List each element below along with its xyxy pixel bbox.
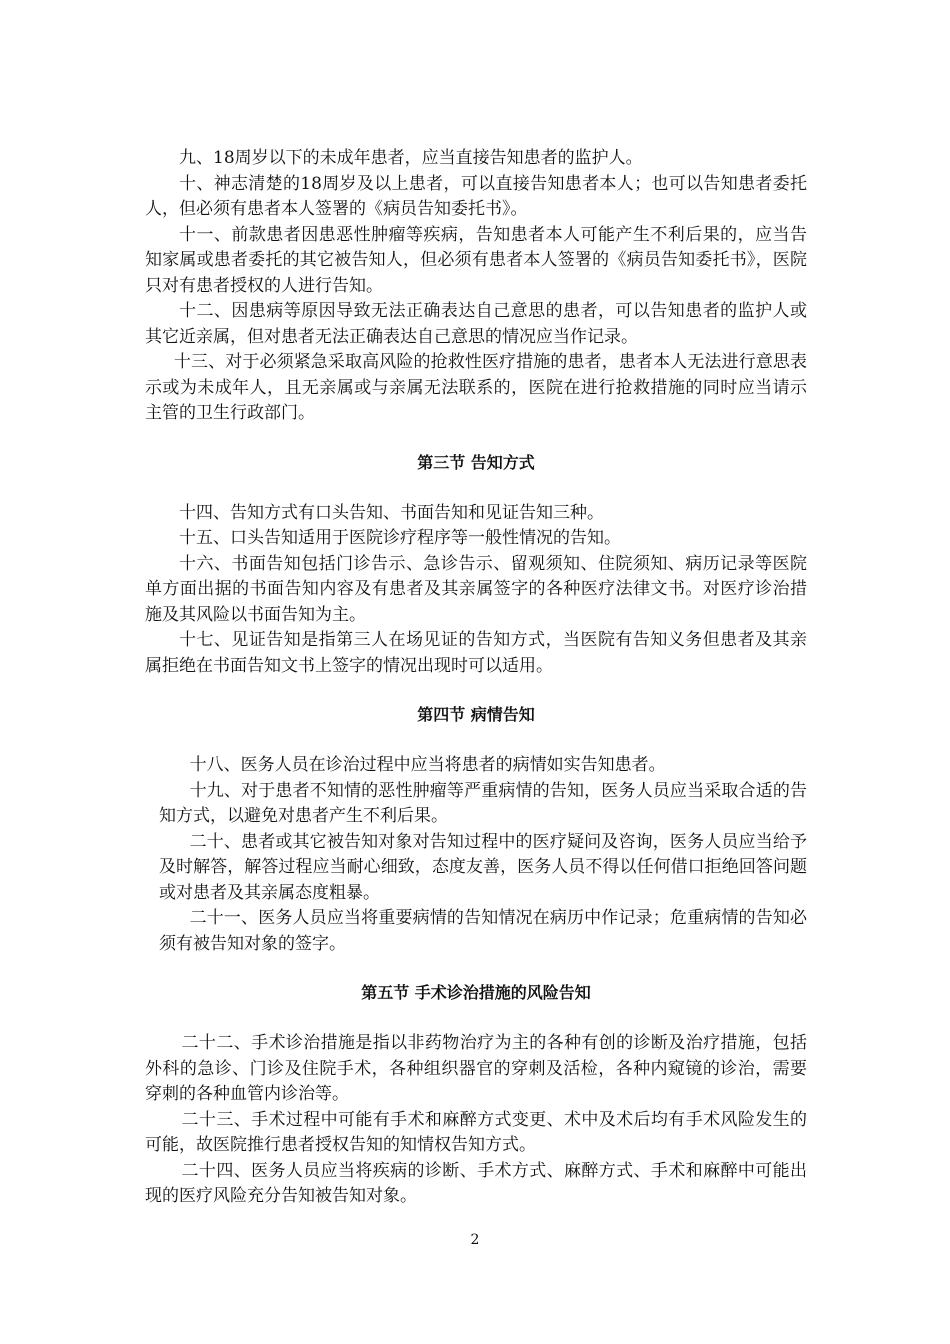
paragraph: 十二、因患病等原因导致无法正确表达自己意思的患者，可以告知患者的监护人或其它近亲属，但对患者无法正确表达自己意思的情况应当作记录。	[145, 301, 807, 347]
paragraph: 十一、前款患者因患恶性肿瘤等疾病，告知患者本人可能产生不利后果的，应当告知家属或患者委托的其它被告知人，但必须有患者本人签署的《病员告知委托书》，医院只对有患者授权的人进行告知。	[145, 224, 807, 296]
paragraph: 九、18周岁以下的未成年患者，应当直接告知患者的监护人。	[179, 148, 643, 168]
page-number: 2	[470, 1232, 480, 1248]
section-heading: 第四节 病情告知	[417, 705, 535, 724]
paragraph: 十、神志清楚的18周岁及以上患者，可以直接告知患者本人；也可以告知患者委托人，但必须有患者本人签署的《病员告知委托书》。	[145, 173, 807, 219]
paragraph: 二十二、手术诊治措施是指以非药物治疗为主的各种有创的诊断及治疗措施，包括外科的急诊、门诊及住院手术，各种组织器官的穿刺及活检，各种内窥镜的诊治，需要穿刺的各种血管内诊治等。	[145, 1033, 807, 1104]
paragraph: 二十四、医务人员应当将疾病的诊断、手术方式、麻醉方式、手术和麻醉中可能出现的医疗风险充分告知被告知对象。	[145, 1160, 807, 1206]
paragraph: 十四、告知方式有口头告知、书面告知和见证告知三种。	[179, 502, 604, 523]
section-heading: 第三节 告知方式	[417, 452, 535, 472]
paragraph: 十三、对于必须紧急采取高风险的抢救性医疗措施的患者，患者本人无法进行意思表示或为未成年人，且无亲属或与亲属无法联系的，医院在进行抢救措施的同时应当请示主管的卫生行政部门。	[145, 352, 807, 423]
paragraph: 二十三、手术过程中可能有手术和麻醉方式变更、术中及术后均有手术风险发生的可能，故医院推行患者授权告知的知情权告知方式。	[145, 1109, 807, 1155]
paragraph: 二十一、医务人员应当将重要病情的告知情况在病历中作记录；危重病情的告知必须有被告知对象的签字。	[159, 908, 807, 954]
paragraph: 十八、医务人员在诊治过程中应当将患者的病情如实告知患者。	[189, 755, 666, 775]
paragraph: 十六、书面告知包括门诊告示、急诊告示、留观须知、住院须知、病历记录等医院单方面出据的书面告知内容及有患者及其亲属签字的各种医疗法律文书。对医疗诊治措施及其风险以书面告知为主。	[145, 553, 807, 625]
paragraph: 十九、对于患者不知情的恶性肿瘤等严重病情的告知，医务人员应当采取合适的告知方式，以避免对患者产生不利后果。	[159, 780, 807, 826]
paragraph: 二十、患者或其它被告知对象对告知过程中的医疗疑问及咨询，医务人员应当给予及时解答，解答过程应当耐心细致，态度友善，医务人员不得以任何借口拒绝回答问题或对患者及其亲属态度粗暴。	[159, 831, 807, 903]
section-heading: 第五节 手术诊治措施的风险告知	[361, 983, 591, 1002]
page-content	[145, 146, 807, 1210]
paragraph: 十七、见证告知是指第三人在场见证的告知方式，当医院有告知义务但患者及其亲属拒绝在书面告知文书上签字的情况出现时可以适用。	[145, 630, 807, 676]
paragraph: 十五、口头告知适用于医院诊疗程序等一般性情况的告知。	[179, 528, 621, 548]
